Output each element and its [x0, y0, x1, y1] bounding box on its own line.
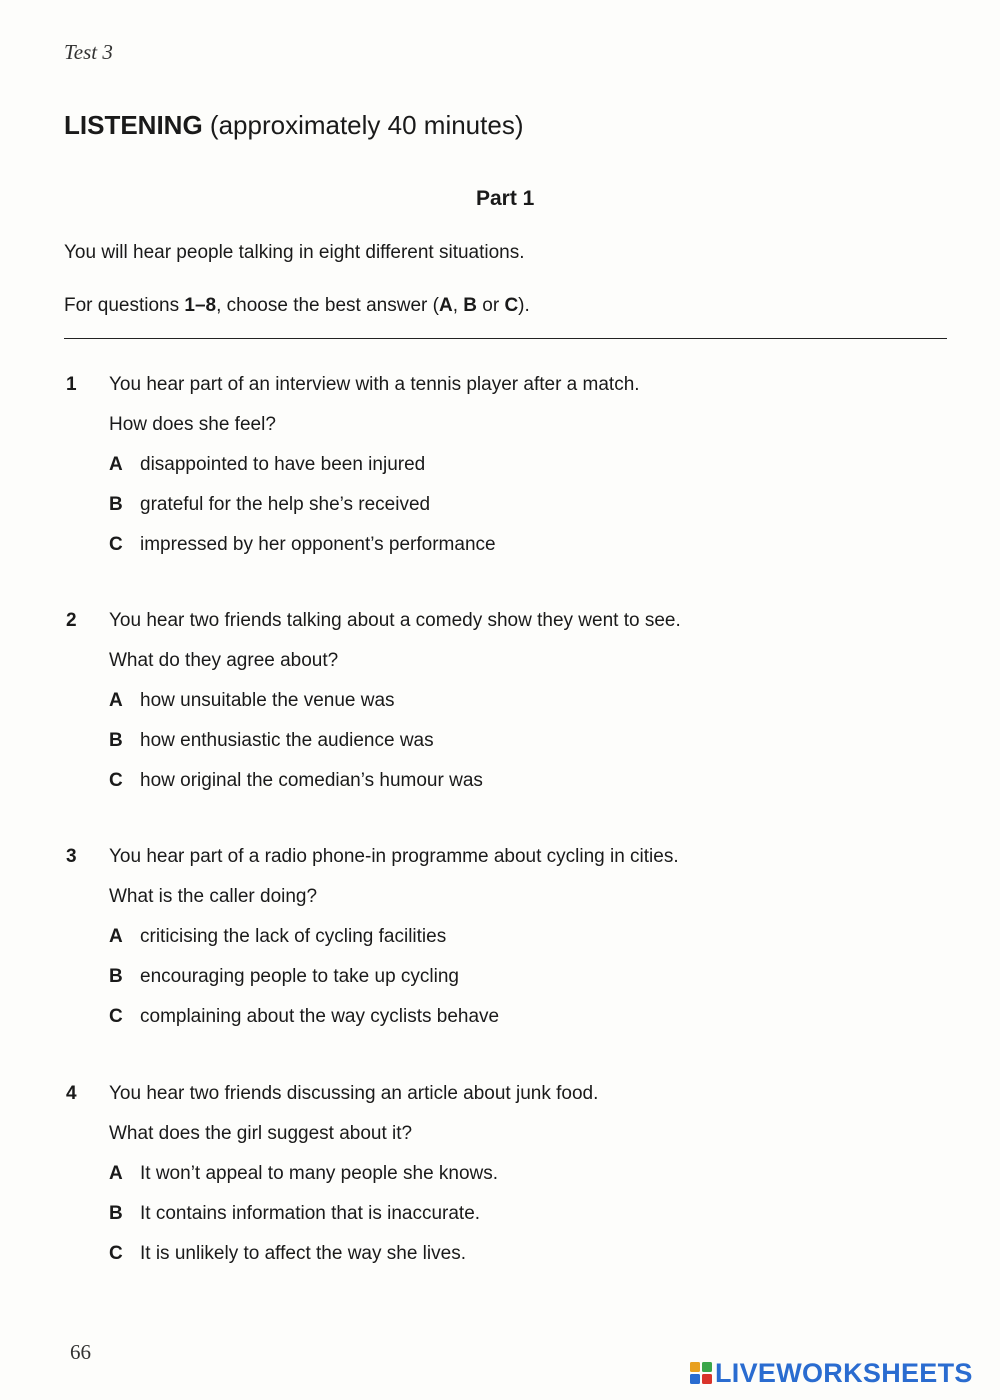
instr-letter-b: B: [463, 295, 477, 316]
option-text: how original the comedian’s humour was: [140, 770, 483, 791]
option-b[interactable]: [109, 730, 434, 752]
question-situation: You hear two friends talking about a comedy show they went to see.: [109, 610, 681, 631]
option-letter: A: [109, 1163, 123, 1184]
option-text: how unsuitable the venue was: [140, 690, 395, 711]
question-situation: You hear part of an interview with a tennis player after a match.: [109, 374, 640, 395]
instr-letter-a: A: [438, 295, 453, 316]
question-number: 1: [66, 374, 77, 395]
instr-text: For questions: [64, 295, 185, 316]
option-text: grateful for the help she’s received: [140, 494, 431, 515]
option-text: how enthusiastic the audience was: [140, 730, 434, 751]
question-prompt: What is the caller doing?: [109, 886, 318, 907]
brand-name: LIVEWORKSHEETS: [715, 1358, 973, 1388]
section-title: LISTENING: [64, 110, 203, 140]
option-text: It is unlikely to affect the way she lives.: [140, 1243, 466, 1264]
question-number: 3: [66, 846, 77, 867]
option-c[interactable]: [109, 534, 496, 556]
option-text: It contains information that is inaccurate.: [140, 1203, 481, 1224]
test-label: Test 3: [64, 40, 113, 64]
page-number: 66: [70, 1340, 91, 1364]
option-b[interactable]: [109, 1203, 480, 1225]
option-c[interactable]: [109, 1006, 499, 1028]
option-letter: C: [109, 534, 123, 555]
option-a[interactable]: [109, 926, 446, 948]
option-letter: B: [109, 494, 123, 515]
option-letter: C: [109, 1006, 123, 1027]
option-letter: A: [109, 690, 123, 711]
liveworksheets-logo[interactable]: [690, 1358, 973, 1389]
question-prompt: What do they agree about?: [109, 650, 339, 671]
question-prompt: What does the girl suggest about it?: [109, 1123, 413, 1144]
question-number: 2: [66, 610, 77, 631]
section-duration: (approximately 40 minutes): [209, 110, 524, 140]
option-letter: B: [109, 1203, 123, 1224]
instr-text: ,: [452, 295, 464, 316]
instr-text: , choose the best answer (: [216, 295, 439, 316]
part-title: Part 1: [476, 187, 535, 210]
option-a[interactable]: [109, 690, 395, 712]
instr-text: or: [476, 295, 505, 316]
option-b[interactable]: [109, 494, 430, 516]
option-a[interactable]: [109, 454, 425, 476]
option-letter: C: [109, 1243, 123, 1264]
option-text: complaining about the way cyclists behave: [140, 1006, 500, 1027]
liveworksheets-icon: [690, 1362, 712, 1386]
option-text: It won’t appeal to many people she knows.: [140, 1163, 499, 1184]
option-letter: B: [109, 966, 123, 987]
option-letter: B: [109, 730, 123, 751]
question-prompt: How does she feel?: [109, 414, 276, 435]
question-situation: You hear two friends discussing an article about junk food.: [109, 1083, 599, 1104]
option-text: disappointed to have been injured: [140, 454, 426, 475]
instructions-line-1: You will hear people talking in eight different situations.: [64, 242, 525, 263]
question-number: 4: [66, 1083, 77, 1104]
question-situation: You hear part of a radio phone-in programme about cycling in cities.: [109, 846, 679, 867]
instructions-line-2: [64, 295, 530, 317]
option-letter: A: [109, 926, 123, 947]
option-c[interactable]: [109, 770, 483, 792]
divider: [64, 338, 947, 339]
option-c[interactable]: [109, 1243, 466, 1265]
section-heading: [64, 110, 523, 141]
option-letter: C: [109, 770, 123, 791]
instr-text: ).: [518, 295, 530, 316]
option-text: impressed by her opponent’s performance: [140, 534, 496, 555]
option-a[interactable]: [109, 1163, 498, 1185]
option-text: encouraging people to take up cycling: [140, 966, 460, 987]
option-text: criticising the lack of cycling facilities: [140, 926, 447, 947]
option-letter: A: [109, 454, 123, 475]
option-b[interactable]: [109, 966, 459, 988]
instr-letter-c: C: [504, 295, 519, 316]
question-range: 1–8: [184, 295, 217, 316]
